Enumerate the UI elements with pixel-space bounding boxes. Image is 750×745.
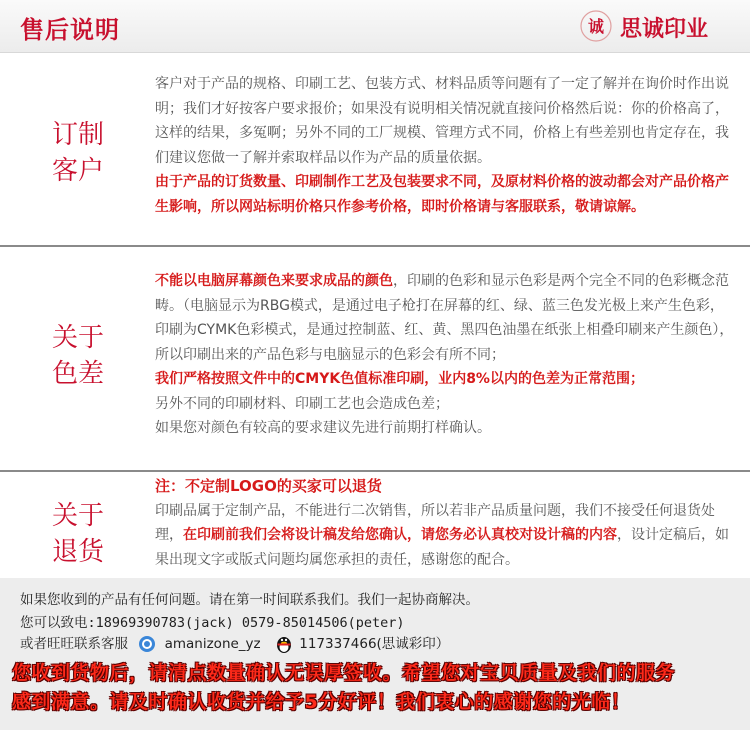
qq-number[interactable]: 117337466(思诚彩印）	[299, 636, 450, 652]
thank-you-banner-line2: 感到满意。请及时确认收货并给予5分好评！我们衷心的感谢您的光临！	[12, 691, 631, 713]
contact-footer	[0, 578, 750, 730]
color-paragraph-4: 如果您对颜色有较高的要求建议先进行前期打样确认。	[155, 420, 491, 436]
wangwang-icon	[138, 635, 156, 653]
contact-intro: 如果您收到的产品有任何问题。请在第一时间联系我们。我们一起协商解决。	[20, 592, 479, 608]
color-paragraph-1: 不能以电脑屏幕颜色来要求成品的颜色，印刷的色彩和显示色彩是两个完全不同的色彩概念范畴。（电脑显示为RBG模式，是通过电子枪打在屏幕的红、绿、蓝三色发光极上来产生色彩，印刷为CYMK色彩模式，是通过控制蓝、红、黄、黑四色油墨在纸张上相叠印刷来产生颜色），所以印刷出来的产品色彩与电脑显示的色彩会有所不同；	[155, 273, 734, 363]
section-divider	[0, 245, 750, 247]
color-paragraph-2: 我们严格按照文件中的CMYK色值标准印刷，业内8%以内的色差为正常范围；	[155, 371, 644, 387]
thank-you-banner-line1: 您收到货物后，请清点数量确认无误厚签收。希望您对宝贝质量及我们的服务	[12, 662, 676, 684]
section-label-color: 关于 色差	[51, 323, 104, 389]
page-header	[0, 0, 750, 53]
wangwang-id[interactable]: amanizone_yz	[164, 636, 261, 652]
section-return-content	[155, 474, 737, 572]
company-logo-icon	[578, 8, 614, 44]
section-divider	[0, 470, 750, 472]
section-custom-content	[155, 72, 737, 219]
section-color-content	[155, 269, 737, 441]
return-note: 注：不定制LOGO的买家可以退货	[155, 477, 382, 495]
company-name: 思诚印业	[620, 17, 709, 42]
section-label-custom: 订制 客户	[51, 120, 104, 186]
color-paragraph-3: 另外不同的印刷材料、印刷工艺也会造成色差；	[155, 395, 449, 412]
qq-penguin-icon	[275, 634, 293, 654]
page-title: 售后说明	[20, 16, 120, 44]
return-paragraph: 印刷品属于定制产品，不能进行二次销售，所以若非产品质量问题，我们不接受任何退货处理，在印刷前我们会将设计稿发给您确认，请您务必认真校对设计稿的内容，设计定稿后，如果出现文字或版式问题均属您承担的责任，感谢您的配合。	[155, 502, 729, 568]
contact-phone: 您可以致电:18969390783(jack) 0579-85014506(peter)	[20, 615, 405, 631]
custom-paragraph-1: 客户对于产品的规格、印刷工艺、包装方式、材料品质等问题有了一定了解并在询价时作出说明；我们才好按客户要求报价；如果没有说明相关情况就直接问价格然后说：你的价格高了，这样的结果，多冤啊；另外不同的工厂规模、管理方式不同，价格上有些差别也肯定存在，我们建议您做一了解并索取样品以作为产品的质量依据。	[155, 76, 729, 166]
custom-paragraph-2: 由于产品的订货数量、印刷制作工艺及包装要求不同，及原材料价格的波动都会对产品价格产生影响，所以网站标明价格只作参考价格，即时价格请与客服联系，敬请谅解。	[155, 174, 729, 215]
contact-im: 或者旺旺联系客服 amanizone_yz 117337466(思诚彩印）	[20, 636, 450, 652]
section-label-return: 关于 退货	[51, 501, 104, 567]
svg-text:诚: 诚	[587, 17, 605, 36]
